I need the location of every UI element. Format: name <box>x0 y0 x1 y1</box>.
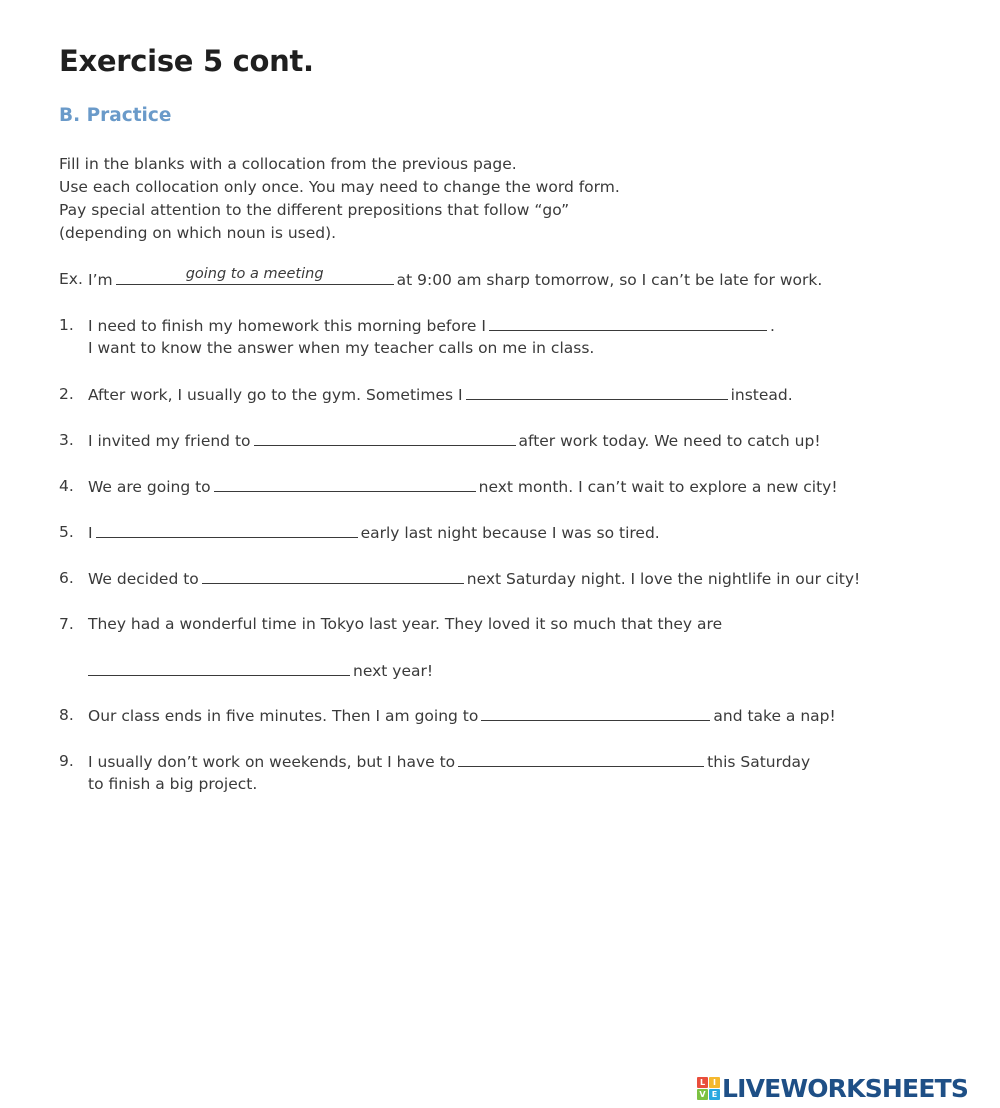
item-text-after: next Saturday night. I love the nightlife in our city! <box>466 570 861 588</box>
logo-block: E <box>709 1089 720 1100</box>
item-line <box>88 750 810 774</box>
item-line <box>88 383 793 407</box>
instruction-line: Pay special attention to the different prepositions that follow “go” <box>59 201 570 219</box>
instruction-line: (depending on which noun is used). <box>59 224 337 242</box>
liveworksheets-logo[interactable] <box>697 1072 968 1104</box>
item-number: 7. <box>59 615 74 633</box>
example-label: Ex. <box>59 270 83 288</box>
logo-blocks-icon <box>697 1077 720 1100</box>
item-text-before: I <box>88 524 93 542</box>
logo-text: LIVEWORKSHEETS <box>722 1073 969 1103</box>
item-line <box>88 567 860 591</box>
item-text-before: I invited my friend to <box>88 432 251 450</box>
item-number: 9. <box>59 752 74 770</box>
example-line <box>88 268 822 292</box>
example-after: at 9:00 am sharp tomorrow, so I can’t be late for work. <box>396 271 823 289</box>
item-line <box>88 429 821 453</box>
answer-blank-8[interactable] <box>481 704 710 721</box>
item-text-after: . <box>769 317 775 335</box>
logo-block: V <box>697 1089 708 1100</box>
item-line <box>88 475 838 499</box>
item-line <box>88 704 836 728</box>
instruction-line: Fill in the blanks with a collocation from the previous page. <box>59 155 517 173</box>
answer-blank-5[interactable] <box>96 521 358 538</box>
example-answer: going to a meeting <box>185 266 324 282</box>
item-text-after: instead. <box>730 386 793 404</box>
item-line-2: I want to know the answer when my teacher calls on me in class. <box>88 339 595 357</box>
example-before: I’m <box>88 271 113 289</box>
example-blank <box>116 268 394 285</box>
item-line <box>88 314 775 338</box>
logo-block: L <box>697 1077 708 1088</box>
item-text-before: After work, I usually go to the gym. Sometimes I <box>88 386 463 404</box>
answer-blank-2[interactable] <box>466 383 728 400</box>
instruction-line: Use each collocation only once. You may need to change the word form. <box>59 178 620 196</box>
answer-blank-4[interactable] <box>214 475 476 492</box>
item-text-after: next year! <box>353 662 434 680</box>
item-text-after: after work today. We need to catch up! <box>518 432 821 450</box>
item-text-before: We decided to <box>88 570 199 588</box>
item-line-2: to finish a big project. <box>88 775 258 793</box>
item-number: 1. <box>59 316 74 334</box>
item-text-after: and take a nap! <box>713 707 836 725</box>
answer-blank-7[interactable] <box>88 659 350 676</box>
answer-blank-6[interactable] <box>202 567 464 584</box>
answer-blank-1[interactable] <box>489 314 767 331</box>
item-text-after: next month. I can’t wait to explore a new city! <box>478 478 838 496</box>
page-title: Exercise 5 cont. <box>59 44 314 78</box>
logo-block: I <box>709 1077 720 1088</box>
item-text-after: this Saturday <box>707 753 811 771</box>
item-line <box>85 659 433 683</box>
item-line <box>88 521 660 545</box>
item-number: 8. <box>59 706 74 724</box>
item-number: 4. <box>59 477 74 495</box>
instructions <box>59 153 620 245</box>
item-text-before: We are going to <box>88 478 211 496</box>
item-number: 2. <box>59 385 74 403</box>
item-text-before: I need to finish my homework this morning before I <box>88 317 486 335</box>
answer-blank-3[interactable] <box>254 429 516 446</box>
item-number: 6. <box>59 569 74 587</box>
item-number: 3. <box>59 431 74 449</box>
item-text-before: I usually don’t work on weekends, but I have to <box>88 753 456 771</box>
item-text-before: They had a wonderful time in Tokyo last year. They loved it so much that they are <box>88 615 723 633</box>
answer-blank-9[interactable] <box>458 750 704 767</box>
item-number: 5. <box>59 523 74 541</box>
item-text-after: early last night because I was so tired. <box>360 524 660 542</box>
item-text-before: Our class ends in five minutes. Then I am going to <box>88 707 479 725</box>
section-subtitle: B. Practice <box>59 105 172 126</box>
